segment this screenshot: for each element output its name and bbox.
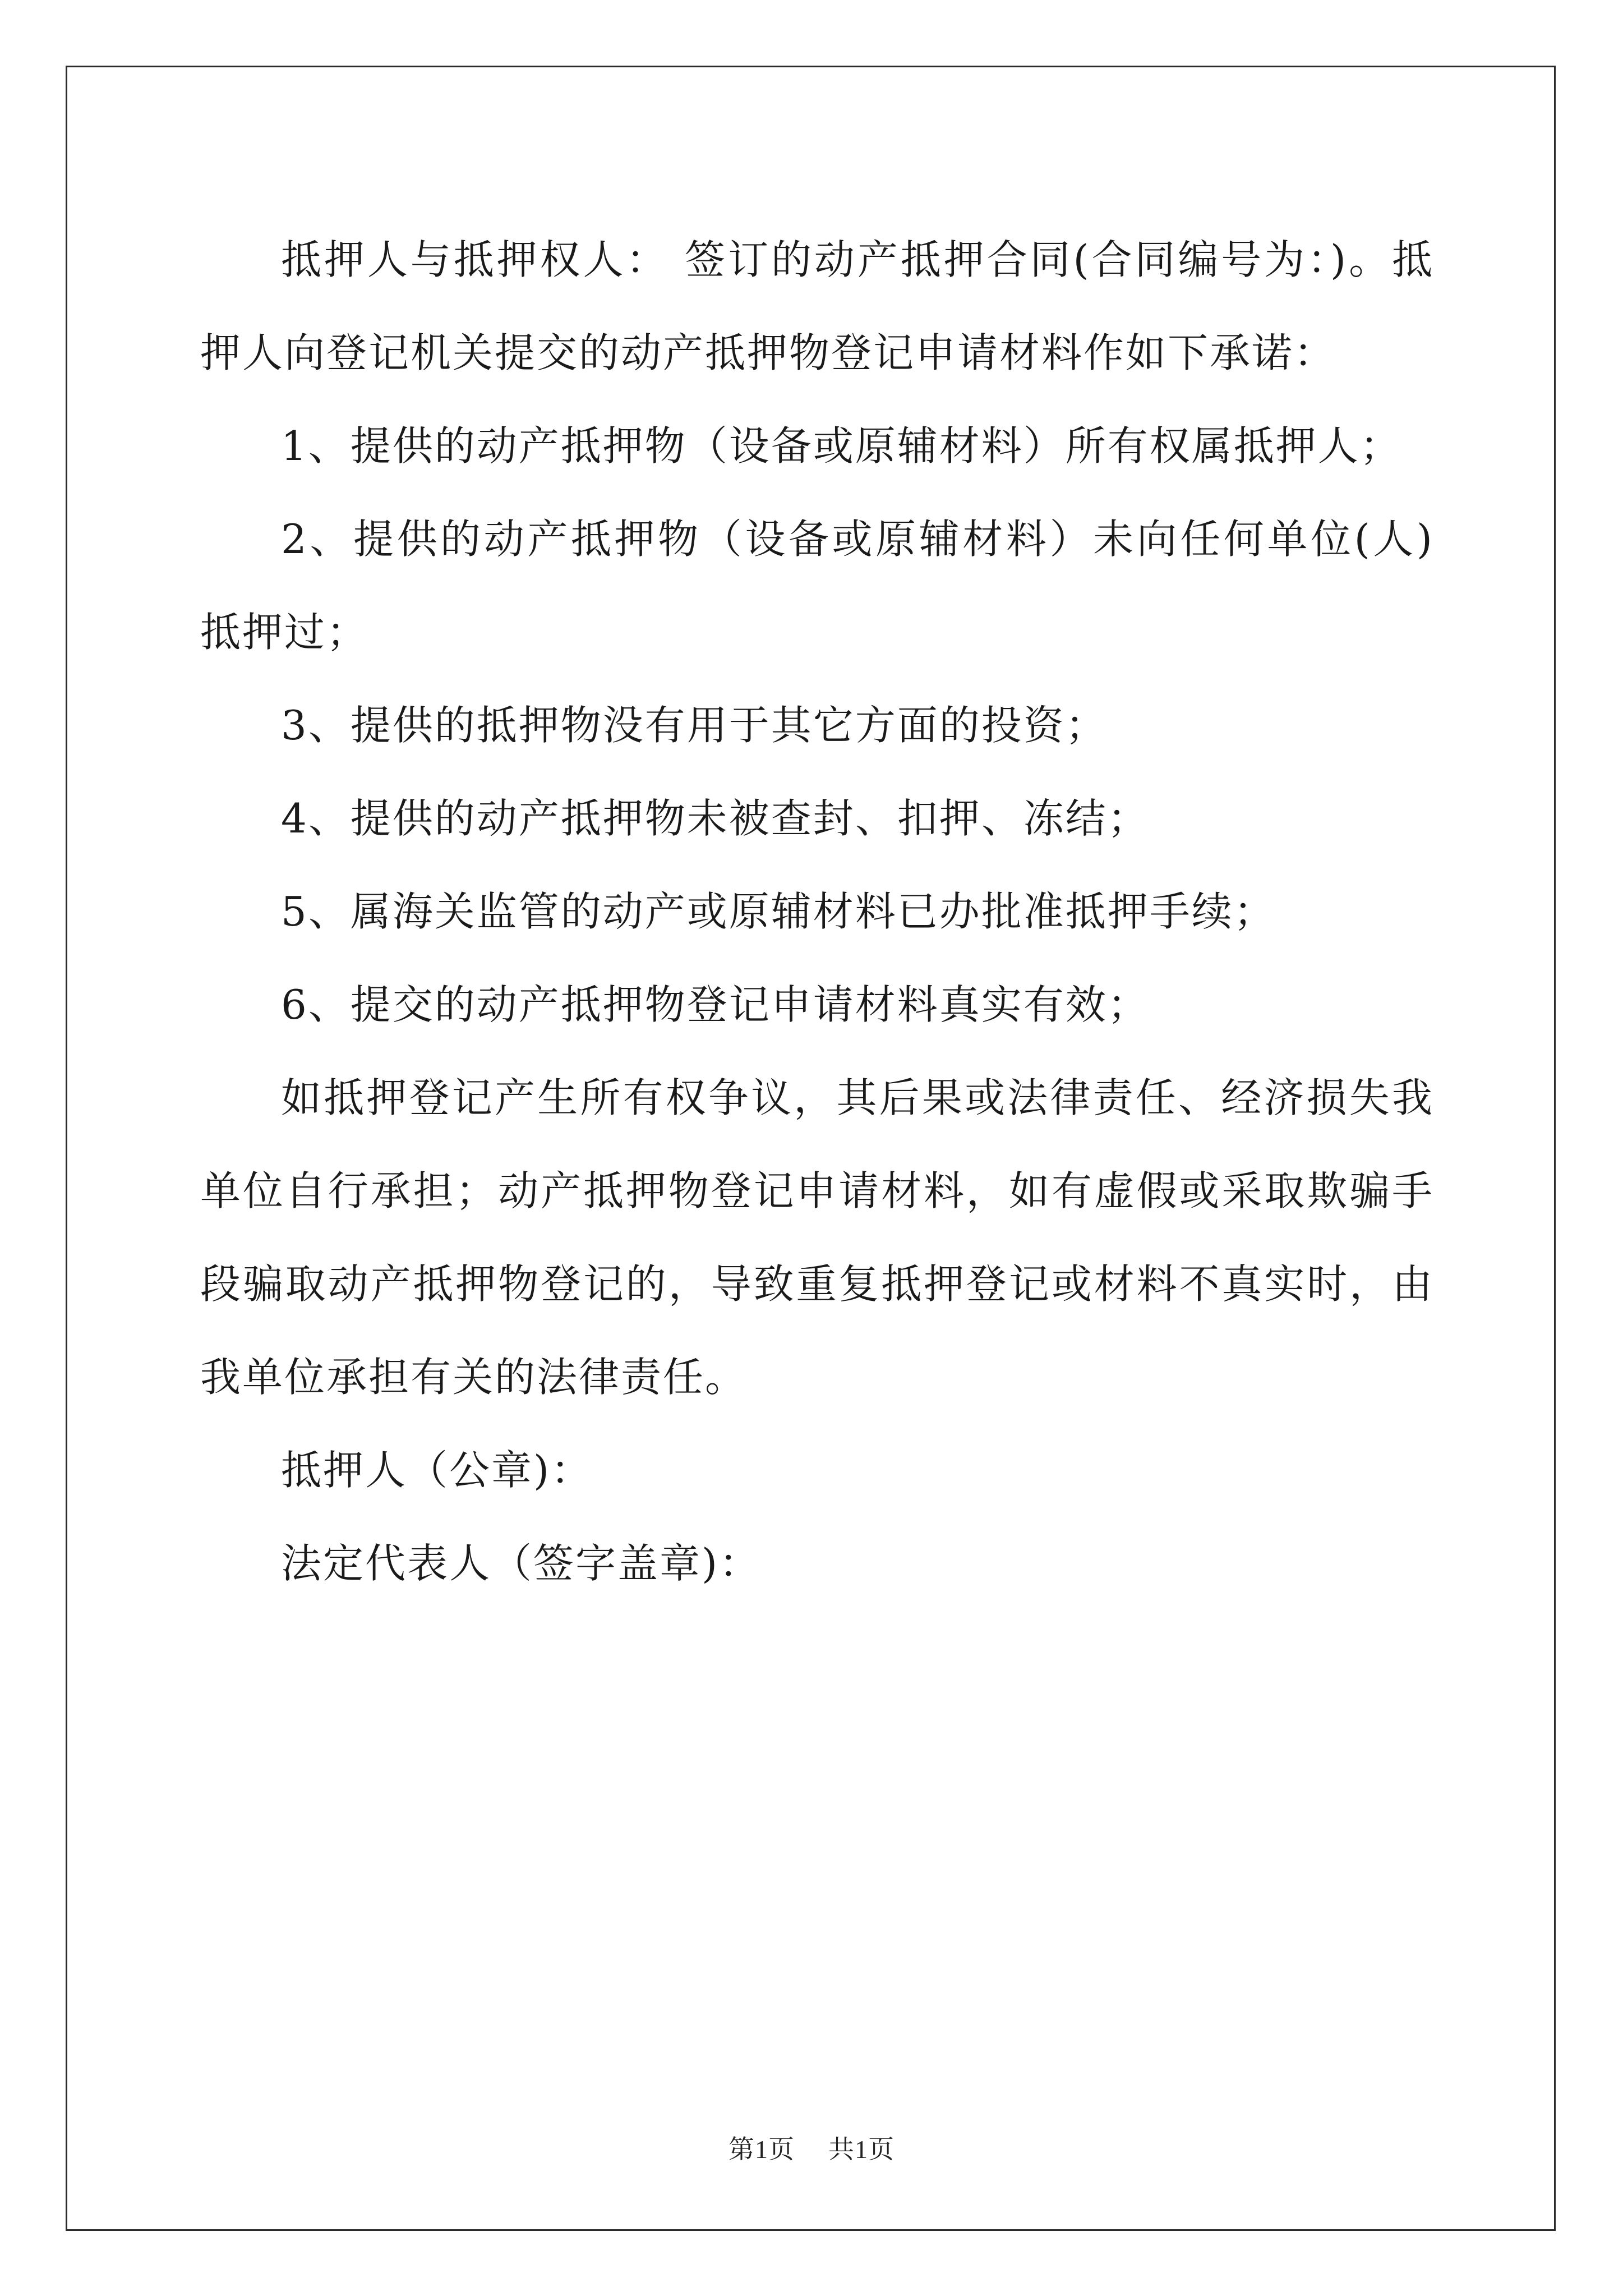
commitment-item-6: 6、提交的动产抵押物登记申请材料真实有效； [281,981,1150,1028]
page-footer [0,2129,1623,2166]
commitment-item-5: 5、属海关监管的动产或原辅材料已办批准抵押手续； [281,888,1276,935]
commitment-item-1: 1、提供的动产抵押物（设备或原辅材料）所有权属抵押人； [281,422,1402,470]
liability-paragraph: 如抵押登记产生所有权争议，其后果或法律责任、经济损失我单位自行承担；动产抵押物登记申请材料，如有虚假或采取欺骗手段骗取动产抵押物登记的，导致重复抵押登记或材料不真实时，由我单位承担有关的法律责任。 [200,1074,1434,1401]
commitment-item-3: 3、提供的抵押物没有用于其它方面的投资； [281,702,1108,749]
commitment-item-2: 2、提供的动产抵押物（设备或原辅材料）未向任何单位(人)抵押过； [200,516,1434,656]
intro-paragraph: 抵押人与抵押权人： 签订的动产抵押合同(合同编号为：)。抵押人向登记机关提交的动产抵押物登记申请材料作如下承诺： [200,236,1434,376]
page-number: 第1页 [728,2135,795,2164]
document-body [200,213,1434,1610]
commitment-item-4: 4、提供的动产抵押物未被查封、扣押、冻结； [281,795,1150,842]
mortgagor-seal-line: 抵押人（公章)： [281,1447,593,1494]
page-total: 共1页 [828,2135,895,2164]
legal-representative-signature-line: 法定代表人（签字盖章)： [281,1540,762,1587]
